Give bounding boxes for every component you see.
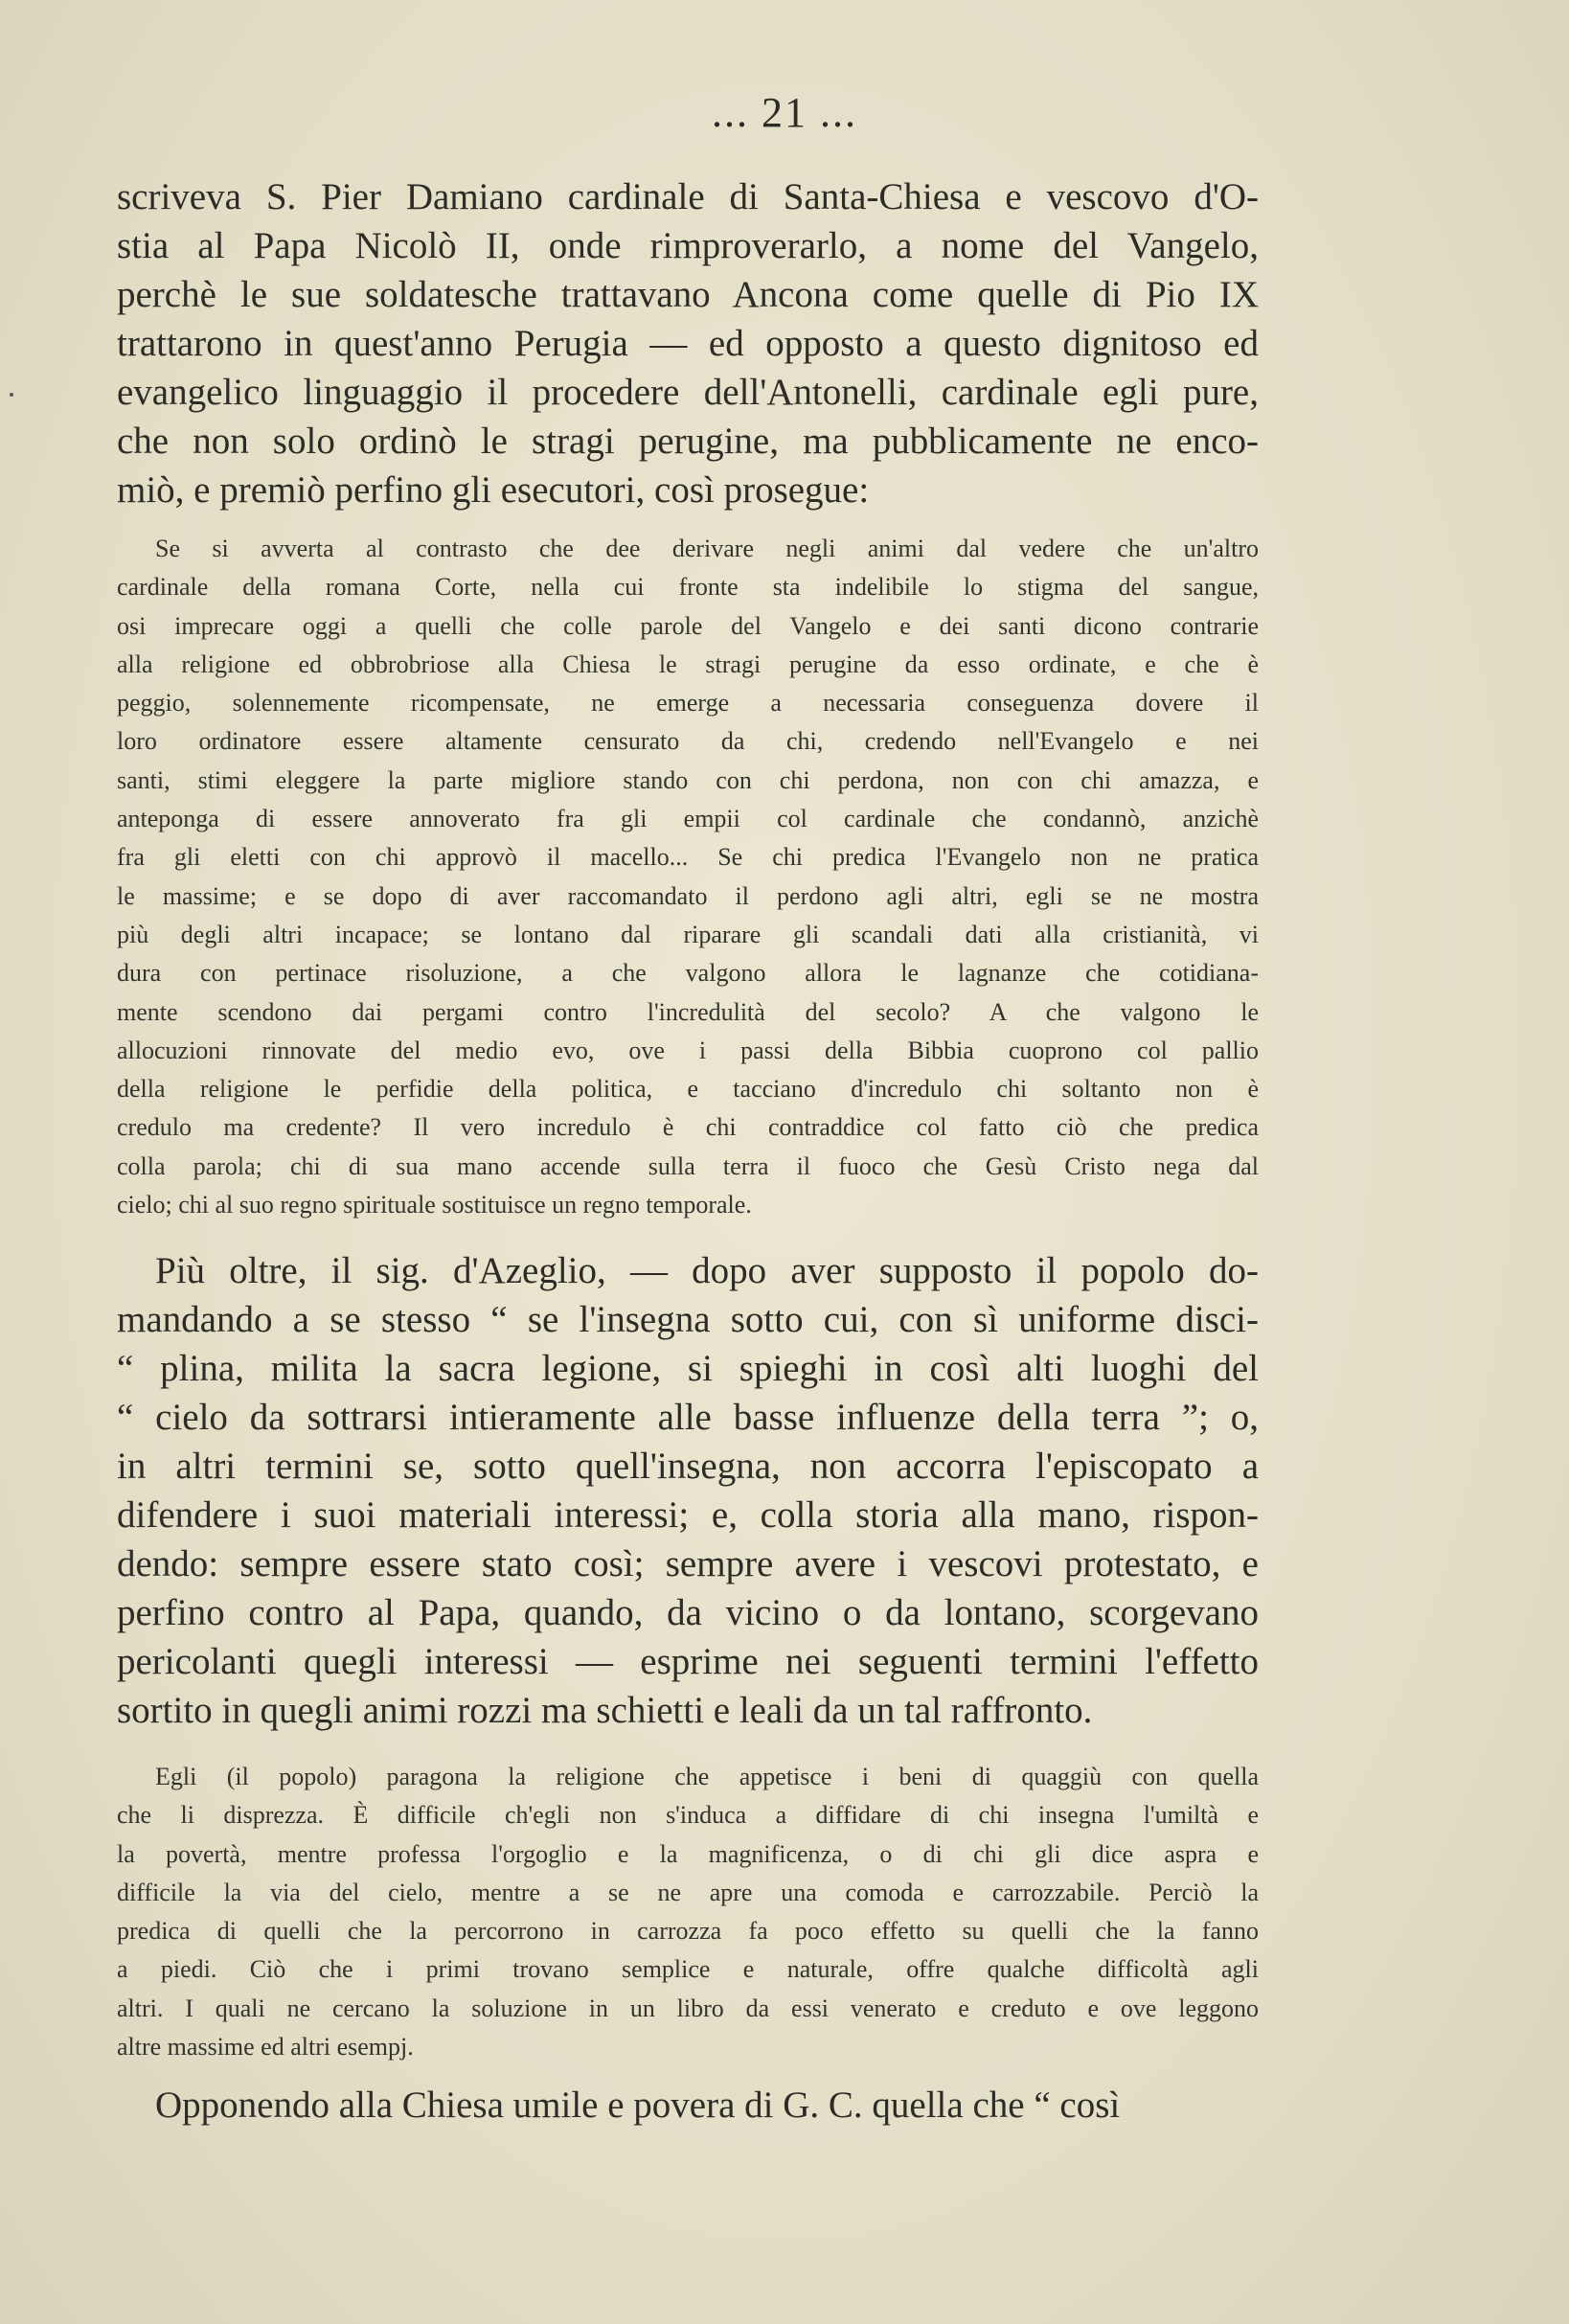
text-line: evangelico linguaggio il procedere dell'Antonelli, cardinale egli pure, bbox=[117, 372, 1259, 413]
quote-line: cielo; chi al suo regno spirituale sostituisce un regno temporale. bbox=[117, 1191, 752, 1219]
quote-line: più degli altri incapace; se lontano dal riparare gli scandali dati alla cristianità, vi bbox=[117, 920, 1259, 948]
quote-line: cardinale della romana Corte, nella cui fronte sta indelibile lo stigma del sangue, bbox=[117, 573, 1259, 602]
quote-line: osi imprecare oggi a quelli che colle parole del Vangelo e dei santi dicono contrarie bbox=[117, 611, 1259, 640]
quote-line: a piedi. Ciò che i primi trovano semplice e naturale, offre qualche difficoltà agli bbox=[117, 1955, 1259, 1984]
paragraph-1 bbox=[117, 172, 1259, 514]
text-line: in altri termini se, sotto quell'insegna, non accorra l'episcopato a bbox=[117, 1446, 1259, 1487]
text-line: trattarono in quest'anno Perugia — ed opposto a questo dignitoso ed bbox=[117, 323, 1259, 364]
margin-mark bbox=[10, 393, 13, 397]
text-line: miò, e premiò perfino gli esecutori, così prosegue: bbox=[117, 469, 870, 511]
quote-line: predica di quelli che la percorrono in carrozza fa poco effetto su quelli che la fanno bbox=[117, 1917, 1259, 1946]
text-line: sortito in quegli animi rozzi ma schietti e leali da un tal raffronto. bbox=[117, 1690, 1093, 1731]
page-number: ... 21 ... bbox=[712, 89, 857, 136]
quote-line: mente scendono dai pergami contro l'incredulità del secolo? A che valgono le bbox=[117, 997, 1259, 1026]
quote-line: dura con pertinace risoluzione, a che valgono allora le lagnanze che cotidiana- bbox=[117, 959, 1259, 988]
quote-line: santi, stimi eleggere la parte migliore stando con chi perdona, non con chi amazza, e bbox=[117, 765, 1259, 794]
quote-line: Se si avverta al contrasto che dee derivare negli animi dal vedere che un'altro bbox=[155, 535, 1259, 562]
text-line: perfino contro al Papa, quando, da vicino o da lontano, scorgevano bbox=[117, 1592, 1259, 1633]
quote-line: altri. I quali ne cercano la soluzione in un libro da essi venerato e creduto e ove leggono bbox=[117, 1994, 1259, 2022]
block-quote-1 bbox=[117, 530, 1259, 1224]
quote-line: peggio, solennemente ricompensate, ne emerge a necessaria conseguenza dovere il bbox=[117, 689, 1259, 718]
text-line: “ plina, milita la sacra legione, si spieghi in così alti luoghi del bbox=[117, 1348, 1259, 1389]
paragraph-3 bbox=[117, 2081, 1259, 2130]
quote-line: la povertà, mentre professa l'orgoglio e la magnificenza, o di chi gli dice aspra e bbox=[117, 1839, 1259, 1868]
text-line: difendere i suoi materiali interessi; e, colla storia alla mano, rispon- bbox=[117, 1494, 1259, 1536]
block-quote-2 bbox=[117, 1758, 1259, 2066]
quote-line: altre massime ed altri esempj. bbox=[117, 2033, 414, 2062]
quote-line: colla parola; chi di sua mano accende sulla terra il fuoco che Gesù Cristo nega dal bbox=[117, 1151, 1259, 1180]
quote-line: Egli (il popolo) paragona la religione che appetisce i beni di quaggiù con quella bbox=[155, 1763, 1259, 1790]
text-line: Più oltre, il sig. d'Azeglio, — dopo aver supposto il popolo do- bbox=[155, 1250, 1259, 1291]
quote-line: anteponga di essere annoverato fra gli empii col cardinale che condannò, anzichè bbox=[117, 805, 1259, 833]
paragraph-2 bbox=[117, 1246, 1259, 1735]
quote-line: credulo ma credente? Il vero incredulo è chi contraddice col fatto ciò che predica bbox=[117, 1113, 1259, 1142]
quote-line: che li disprezza. È difficile ch'egli non s'induca a diffidare di chi insegna l'umiltà e bbox=[117, 1801, 1259, 1830]
text-line: scriveva S. Pier Damiano cardinale di Santa-Chiesa e vescovo d'O- bbox=[117, 176, 1259, 217]
quote-line: allocuzioni rinnovate del medio evo, ove i passi della Bibbia cuoprono col pallio bbox=[117, 1036, 1259, 1064]
text-line: Opponendo alla Chiesa umile e povera di G. C. quella che “ così bbox=[155, 2085, 1121, 2126]
text-line: che non solo ordinò le stragi perugine, ma pubblicamente ne enco- bbox=[117, 421, 1259, 462]
text-line: pericolanti quegli interessi — esprime nei seguenti termini l'effetto bbox=[117, 1641, 1259, 1682]
text-line: perchè le sue soldatesche trattavano Ancona come quelle di Pio IX bbox=[117, 274, 1259, 315]
quote-line: fra gli eletti con chi approvò il macello... Se chi predica l'Evangelo non ne pratica bbox=[117, 843, 1259, 872]
quote-line: alla religione ed obbrobriose alla Chiesa le stragi perugine da esso ordinate, e che è bbox=[117, 649, 1259, 678]
quote-line: le massime; e se dopo di aver raccomandato il perdono agli altri, egli se ne mostra bbox=[117, 881, 1259, 910]
quote-line: loro ordinatore essere altamente censurato da chi, credendo nell'Evangelo e nei bbox=[117, 727, 1259, 756]
text-line: “ cielo da sottrarsi intieramente alle basse influenze della terra ”; o, bbox=[117, 1397, 1259, 1438]
text-line: stia al Papa Nicolò II, onde rimproverarlo, a nome del Vangelo, bbox=[117, 225, 1259, 266]
quote-line: della religione le perfidie della politica, e tacciano d'incredulo chi soltanto non è bbox=[117, 1075, 1259, 1104]
text-line: dendo: sempre essere stato così; sempre avere i vescovi protestato, e bbox=[117, 1543, 1259, 1584]
text-line: mandando a se stesso “ se l'insegna sotto cui, con sì uniforme disci- bbox=[117, 1299, 1259, 1340]
quote-line: difficile la via del cielo, mentre a se ne apre una comoda e carrozzabile. Perciò la bbox=[117, 1878, 1259, 1906]
